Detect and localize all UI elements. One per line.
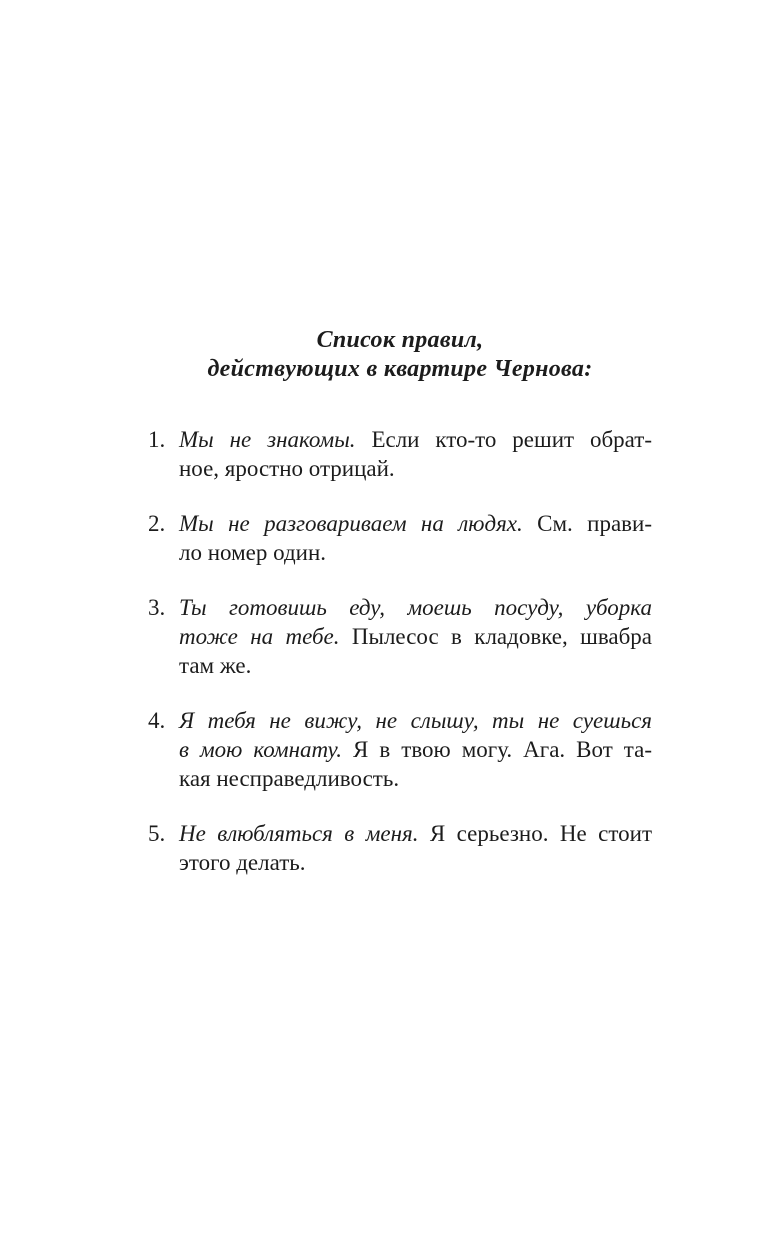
rule-line — [179, 593, 652, 622]
rules-list — [148, 425, 652, 877]
rule-text-regular: ное, яростно отрицай. — [179, 456, 395, 481]
rule-text-italic: Ты готовишь еду, моешь посуду, уборка — [179, 595, 652, 620]
rule-text-regular: этого делать. — [179, 850, 306, 875]
rule-line — [179, 425, 652, 454]
rule-text-italic: Мы не знакомы. — [179, 427, 356, 452]
rule-text-italic: Я тебя не вижу, не слышу, ты не суешься — [179, 708, 652, 733]
rule-number: 5. — [148, 821, 166, 846]
page-title — [148, 326, 652, 384]
rule-item-4 — [148, 706, 652, 793]
page-title-line-2: действующих в квартире Чернова: — [207, 356, 593, 382]
rule-number: 4. — [148, 708, 166, 733]
book-page — [148, 326, 652, 877]
rule-text-regular: Пылесос в кладовке, швабра — [339, 624, 652, 649]
rule-line — [179, 706, 652, 735]
rule-text-regular: Я серьезно. Не стоит — [418, 821, 652, 846]
rule-text-regular: ло номер один. — [179, 540, 327, 565]
rule-item-2 — [148, 509, 652, 567]
rule-line — [179, 848, 652, 877]
rule-line — [179, 622, 652, 651]
rule-number: 2. — [148, 511, 166, 536]
rule-line — [179, 819, 652, 848]
rule-line — [179, 735, 652, 764]
rule-text-italic: Мы не разговариваем на людях. — [179, 511, 523, 536]
rule-text-regular: Я в твою могу. Ага. Вот та- — [342, 737, 652, 762]
rule-text-regular: См. прави- — [522, 511, 652, 536]
rule-item-3 — [148, 593, 652, 680]
rule-line — [179, 509, 652, 538]
rule-text-regular: Если кто-то решит обрат- — [355, 427, 653, 452]
page-title-line-1: Список правил, — [316, 327, 484, 353]
rule-line — [179, 538, 652, 567]
rule-text-regular: кая несправедливость. — [179, 766, 400, 791]
rule-line — [179, 764, 652, 793]
rule-line — [179, 651, 652, 680]
rule-text-italic: Не влюбляться в меня. — [179, 821, 419, 846]
rule-item-1 — [148, 425, 652, 483]
rule-text-italic: тоже на тебе. — [179, 624, 340, 649]
rule-item-5 — [148, 819, 652, 877]
rule-text-regular: там же. — [179, 653, 252, 678]
rule-text-italic: в мою комнату. — [179, 737, 343, 762]
rule-line — [179, 454, 652, 483]
rule-number: 1. — [148, 427, 166, 452]
rule-number: 3. — [148, 595, 166, 620]
